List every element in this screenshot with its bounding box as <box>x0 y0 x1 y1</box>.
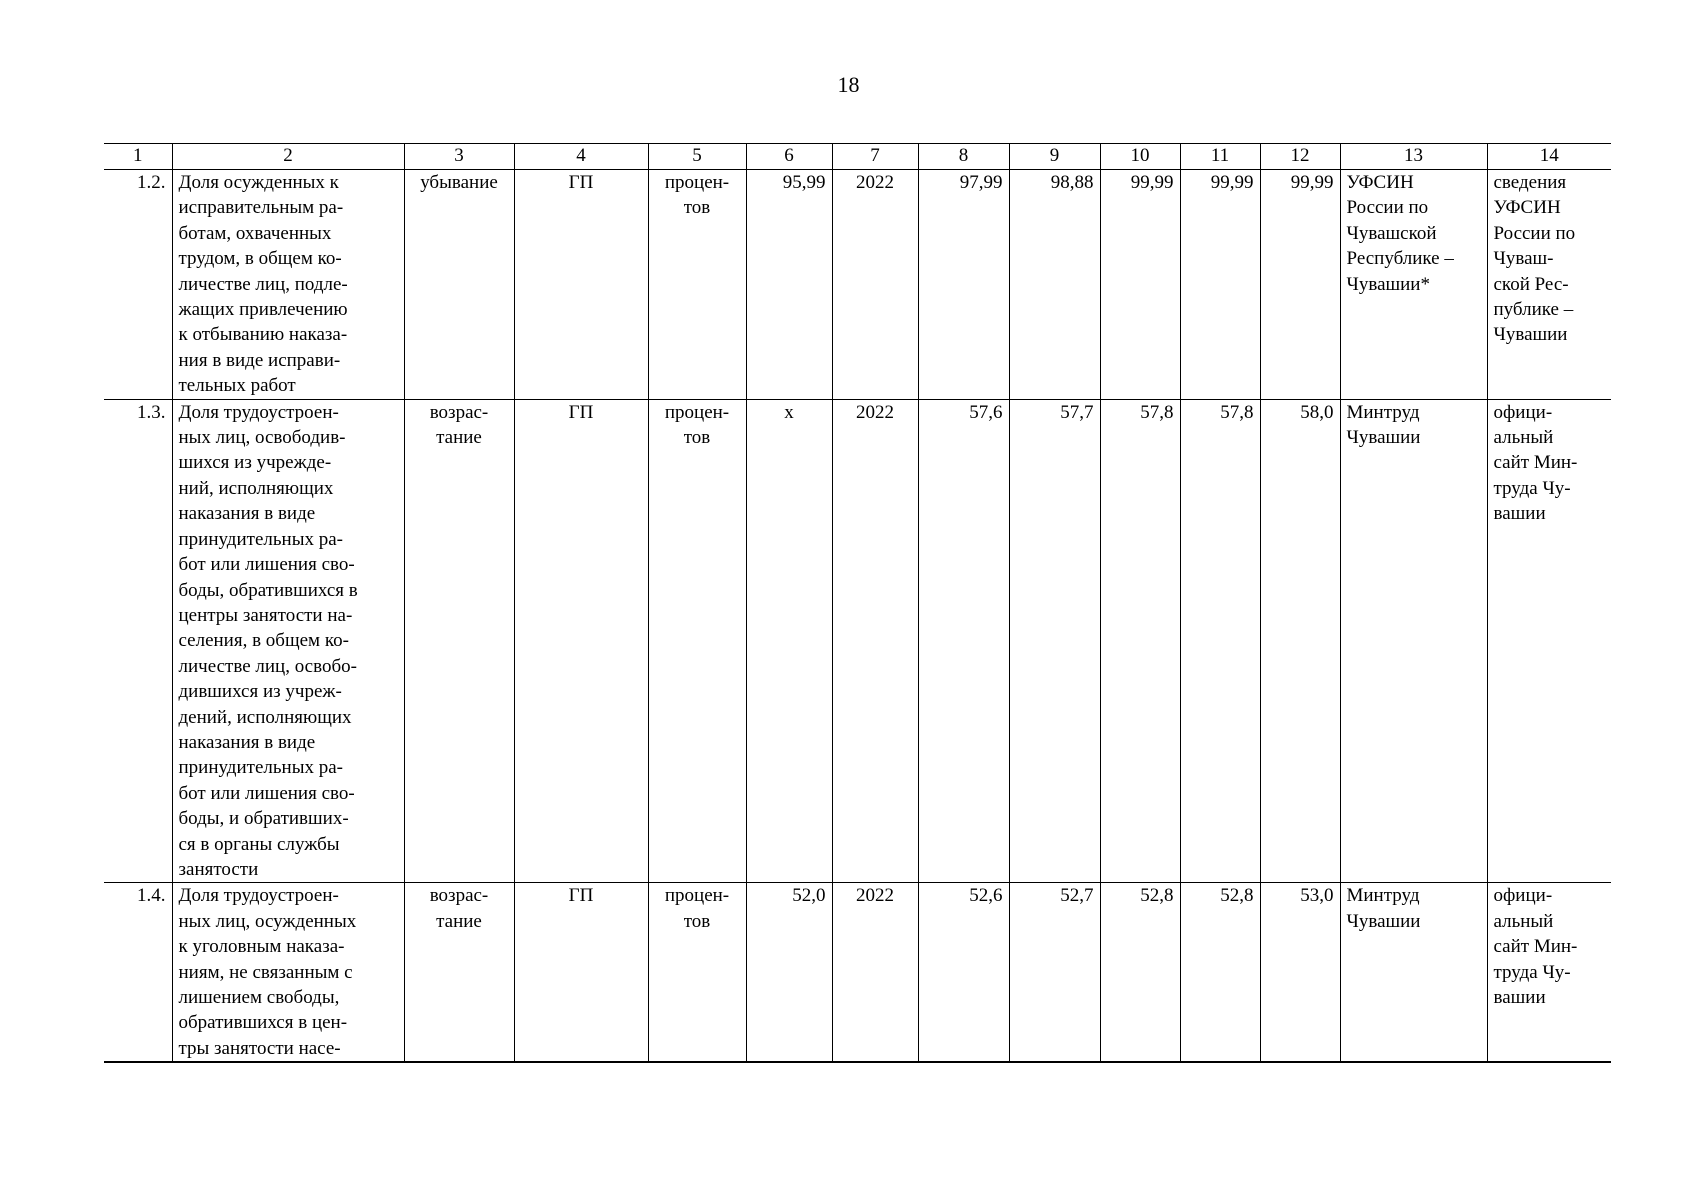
value-cell: 52,6 <box>918 883 1009 1062</box>
column-header: 10 <box>1100 144 1180 170</box>
responsible-cell: УФСИН России по Чувашской Республике – Чувашии* <box>1340 170 1487 400</box>
column-header: 4 <box>514 144 648 170</box>
indicator-name: Доля трудоустроен- ных лиц, осужденных к уголовным наказа- ниям, не связанным с лишением свободы, обратившихся в цен- тры занятости насе- <box>172 883 404 1062</box>
value-cell: 99,99 <box>1260 170 1340 400</box>
table-header-row <box>104 144 1611 170</box>
column-header: 14 <box>1487 144 1611 170</box>
value-cell: 99,99 <box>1100 170 1180 400</box>
unit-cell: процен- тов <box>648 883 746 1062</box>
indicator-name: Доля осужденных к исправительным ра- ботам, охваченных трудом, в общем ко- личестве лиц, подле- жащих привлечению к отбыванию наказа- ния в виде исправи- тельных работ <box>172 170 404 400</box>
column-header: 13 <box>1340 144 1487 170</box>
column-header: 8 <box>918 144 1009 170</box>
source-cell: офици- альный сайт Мин- труда Чу- вашии <box>1487 399 1611 883</box>
column-header: 3 <box>404 144 514 170</box>
indicator-name: Доля трудоустроен- ных лиц, освободив- шихся из учрежде- ний, исполняющих наказания в виде принудительных ра- бот или лишения сво- боды, обратившихся в центры занятости на- селения, в общем ко- личестве лиц, освобо- дившихся из учреж- дений, исполняющих наказания в виде принудительных ра- бот или лишения сво- боды, и обративших- ся в органы службы занятости <box>172 399 404 883</box>
base-year-cell: 2022 <box>832 883 918 1062</box>
value-cell: 52,7 <box>1009 883 1100 1062</box>
column-header: 11 <box>1180 144 1260 170</box>
unit-cell: процен- тов <box>648 170 746 400</box>
value-cell: 57,7 <box>1009 399 1100 883</box>
base-value-cell: 52,0 <box>746 883 832 1062</box>
column-header: 9 <box>1009 144 1100 170</box>
trend-cell: возрас- тание <box>404 883 514 1062</box>
table-row <box>104 170 1611 400</box>
program-type-cell: ГП <box>514 883 648 1062</box>
base-value-cell: 95,99 <box>746 170 832 400</box>
row-number: 1.3. <box>104 399 172 883</box>
table-row <box>104 883 1611 1062</box>
value-cell: 58,0 <box>1260 399 1340 883</box>
row-number: 1.2. <box>104 170 172 400</box>
responsible-cell: Минтруд Чувашии <box>1340 399 1487 883</box>
value-cell: 57,8 <box>1100 399 1180 883</box>
responsible-cell: Минтруд Чувашии <box>1340 883 1487 1062</box>
indicators-table <box>104 143 1611 1063</box>
column-header: 7 <box>832 144 918 170</box>
base-year-cell: 2022 <box>832 399 918 883</box>
source-cell: сведения УФСИН России по Чуваш- ской Рес- публике – Чувашии <box>1487 170 1611 400</box>
column-header: 6 <box>746 144 832 170</box>
base-year-cell: 2022 <box>832 170 918 400</box>
value-cell: 98,88 <box>1009 170 1100 400</box>
value-cell: 99,99 <box>1180 170 1260 400</box>
table-row <box>104 399 1611 883</box>
program-type-cell: ГП <box>514 399 648 883</box>
trend-cell: возрас- тание <box>404 399 514 883</box>
column-header: 1 <box>104 144 172 170</box>
base-value-cell: x <box>746 399 832 883</box>
program-type-cell: ГП <box>514 170 648 400</box>
value-cell: 52,8 <box>1180 883 1260 1062</box>
column-header: 2 <box>172 144 404 170</box>
value-cell: 57,6 <box>918 399 1009 883</box>
column-header: 5 <box>648 144 746 170</box>
row-number: 1.4. <box>104 883 172 1062</box>
page-number: 18 <box>837 72 860 97</box>
unit-cell: процен- тов <box>648 399 746 883</box>
value-cell: 97,99 <box>918 170 1009 400</box>
trend-cell: убывание <box>404 170 514 400</box>
column-header: 12 <box>1260 144 1340 170</box>
source-cell: офици- альный сайт Мин- труда Чу- вашии <box>1487 883 1611 1062</box>
value-cell: 57,8 <box>1180 399 1260 883</box>
value-cell: 52,8 <box>1100 883 1180 1062</box>
value-cell: 53,0 <box>1260 883 1340 1062</box>
